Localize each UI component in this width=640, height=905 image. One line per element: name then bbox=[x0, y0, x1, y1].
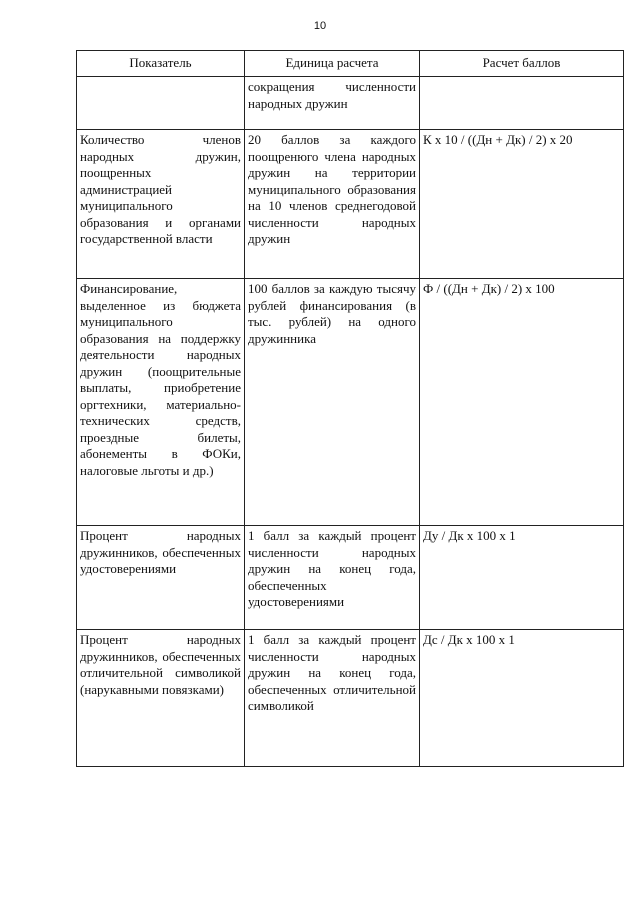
formula-cell: К х 10 / ((Дн + Дк) / 2) х 20 bbox=[420, 130, 624, 279]
table-row bbox=[77, 630, 624, 767]
formula-cell: Дс / Дк х 100 х 1 bbox=[420, 630, 624, 767]
formula-cell: Ф / ((Дн + Дк) / 2) х 100 bbox=[420, 279, 624, 526]
page-number: 10 bbox=[313, 20, 327, 32]
indicator-cell: Количество членов народных дружин, поощренных администрацией муниципального образования и органами государственной власти bbox=[77, 130, 245, 279]
table-header-row bbox=[77, 51, 624, 77]
unit-cell: 1 балл за каждый процент численности народных дружин на конец года, обеспеченных отличительной символикой bbox=[245, 630, 420, 767]
formula-cell: Ду / Дк х 100 х 1 bbox=[420, 526, 624, 630]
unit-cell: сокращения численности народных дружин bbox=[245, 77, 420, 130]
table-row bbox=[77, 279, 624, 526]
table-row bbox=[77, 77, 624, 130]
indicator-cell: Процент народных дружинников, обеспеченных отличительной символикой (нарукавными повязками) bbox=[77, 630, 245, 767]
table-row bbox=[77, 130, 624, 279]
unit-cell: 20 баллов за каждого поощренюго члена народных дружин на территории муниципального образования на 10 членов среднегодовой численности народных дружин bbox=[245, 130, 420, 279]
unit-cell: 100 баллов за каждую тысячу рублей финансирования (в тыс. рублей) на одного дружинника bbox=[245, 279, 420, 526]
indicator-cell: Процент народных дружинников, обеспеченных удостоверениями bbox=[77, 526, 245, 630]
formula-cell bbox=[420, 77, 624, 130]
unit-cell: 1 балл за каждый процент численности народных дружин на конец года, обеспеченных удостоверениями bbox=[245, 526, 420, 630]
header-formula: Расчет баллов bbox=[420, 51, 624, 77]
indicator-cell: Финансирование, выделенное из бюджета муниципального образования на поддержку деятельности народных дружин (поощрительные выплаты, приобретение оргтехники, материально-технических средств, проездные билеты, абонементы в ФОКи, налоговые льготы и др.) bbox=[77, 279, 245, 526]
indicator-cell bbox=[77, 77, 245, 130]
table-row bbox=[77, 526, 624, 630]
criteria-table bbox=[76, 50, 624, 767]
header-indicator: Показатель bbox=[77, 51, 245, 77]
header-unit: Единица расчета bbox=[245, 51, 420, 77]
